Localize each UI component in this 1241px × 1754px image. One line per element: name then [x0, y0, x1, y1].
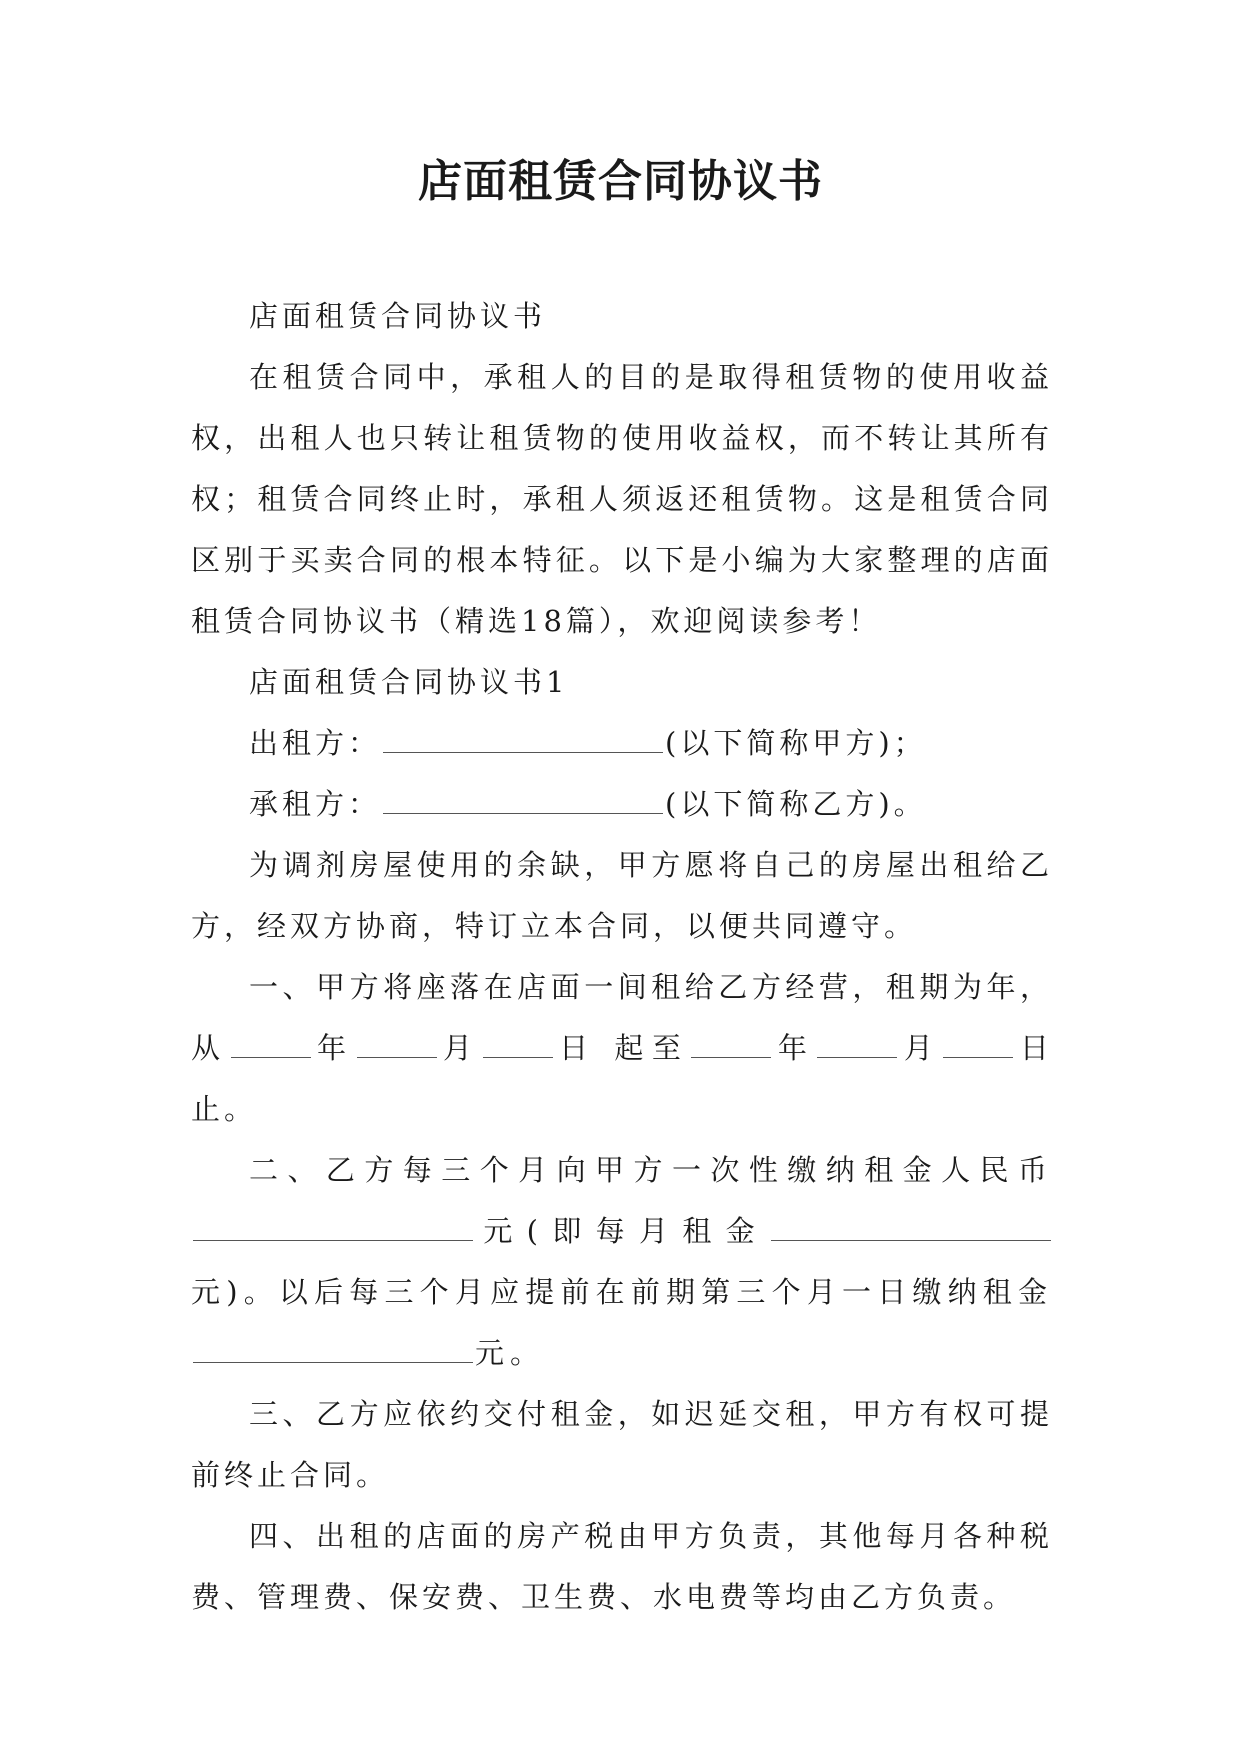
rent-total-blank — [193, 1218, 473, 1241]
lessee-line — [191, 774, 1053, 835]
lessee-blank — [383, 791, 663, 814]
end-month-label: 月 — [899, 1031, 942, 1065]
clause-2-monthly-label: 元(即每月租金 — [475, 1214, 769, 1248]
paragraph-intro: 在租赁合同中，承租人的目的是取得租赁物的使用收益权，出租人也只转让租赁物的使用收益权，而不转让其所有权；租赁合同终止时，承租人须返还租赁物。这是租赁合同区别于买卖合同的根本特征。以下是小编为大家整理的店面租赁合同协议书（精选18篇），欢迎阅读参考！ — [191, 360, 1053, 638]
rent-advance-blank — [193, 1340, 473, 1363]
document-body — [191, 286, 1053, 1628]
end-day-label: 日 止。 — [191, 1031, 1053, 1126]
clause-4: 四、出租的店面的房产税由甲方负责，其他每月各种税费、管理费、保安费、卫生费、水电费等均由乙方负责。 — [191, 1519, 1053, 1614]
start-year-blank — [231, 1035, 311, 1058]
lessee-suffix: (以下简称乙方)。 — [665, 787, 927, 821]
lessor-label: 出租方： — [249, 726, 382, 760]
lessee-label: 承租方： — [249, 787, 382, 821]
start-month-blank — [357, 1035, 437, 1058]
clause-3: 三、乙方应依约交付租金，如迟延交租，甲方有权可提前终止合同。 — [191, 1397, 1053, 1492]
end-month-blank — [817, 1035, 897, 1058]
paragraph-heading: 店面租赁合同协议书 — [249, 299, 547, 333]
lessor-suffix: (以下简称甲方)； — [665, 726, 927, 760]
start-month-label: 月 — [438, 1031, 481, 1065]
end-year-blank — [691, 1035, 771, 1058]
end-year-label: 年 — [773, 1031, 816, 1065]
start-year-label: 年 — [312, 1031, 355, 1065]
paragraph-contract-number: 店面租赁合同协议书1 — [249, 665, 569, 699]
document-title: 店面租赁合同协议书 — [418, 156, 823, 207]
clause-2-advance-text: 元)。以后每三个月应提前在前期第三个月一日缴纳租金 — [191, 1275, 1053, 1309]
lessor-line — [191, 713, 1053, 774]
clause-1-text: 一、甲方将座落在店面一间租给乙方经营，租期为年，从 — [191, 970, 1053, 1065]
clause-2-end: 元。 — [475, 1336, 546, 1370]
clause-2 — [191, 1140, 1053, 1384]
lessor-blank — [383, 730, 663, 753]
paragraph-purpose: 为调剂房屋使用的余缺，甲方愿将自己的房屋出租给乙方，经双方协商，特订立本合同，以便共同遵守。 — [191, 848, 1053, 943]
clause-2-text: 二、乙方每三个月向甲方一次性缴纳租金人民币 — [249, 1153, 1053, 1187]
clause-1 — [191, 957, 1053, 1140]
start-day-blank — [483, 1035, 553, 1058]
end-day-blank — [943, 1035, 1013, 1058]
start-day-label: 日 起至 — [554, 1031, 690, 1065]
rent-monthly-blank — [771, 1218, 1051, 1241]
